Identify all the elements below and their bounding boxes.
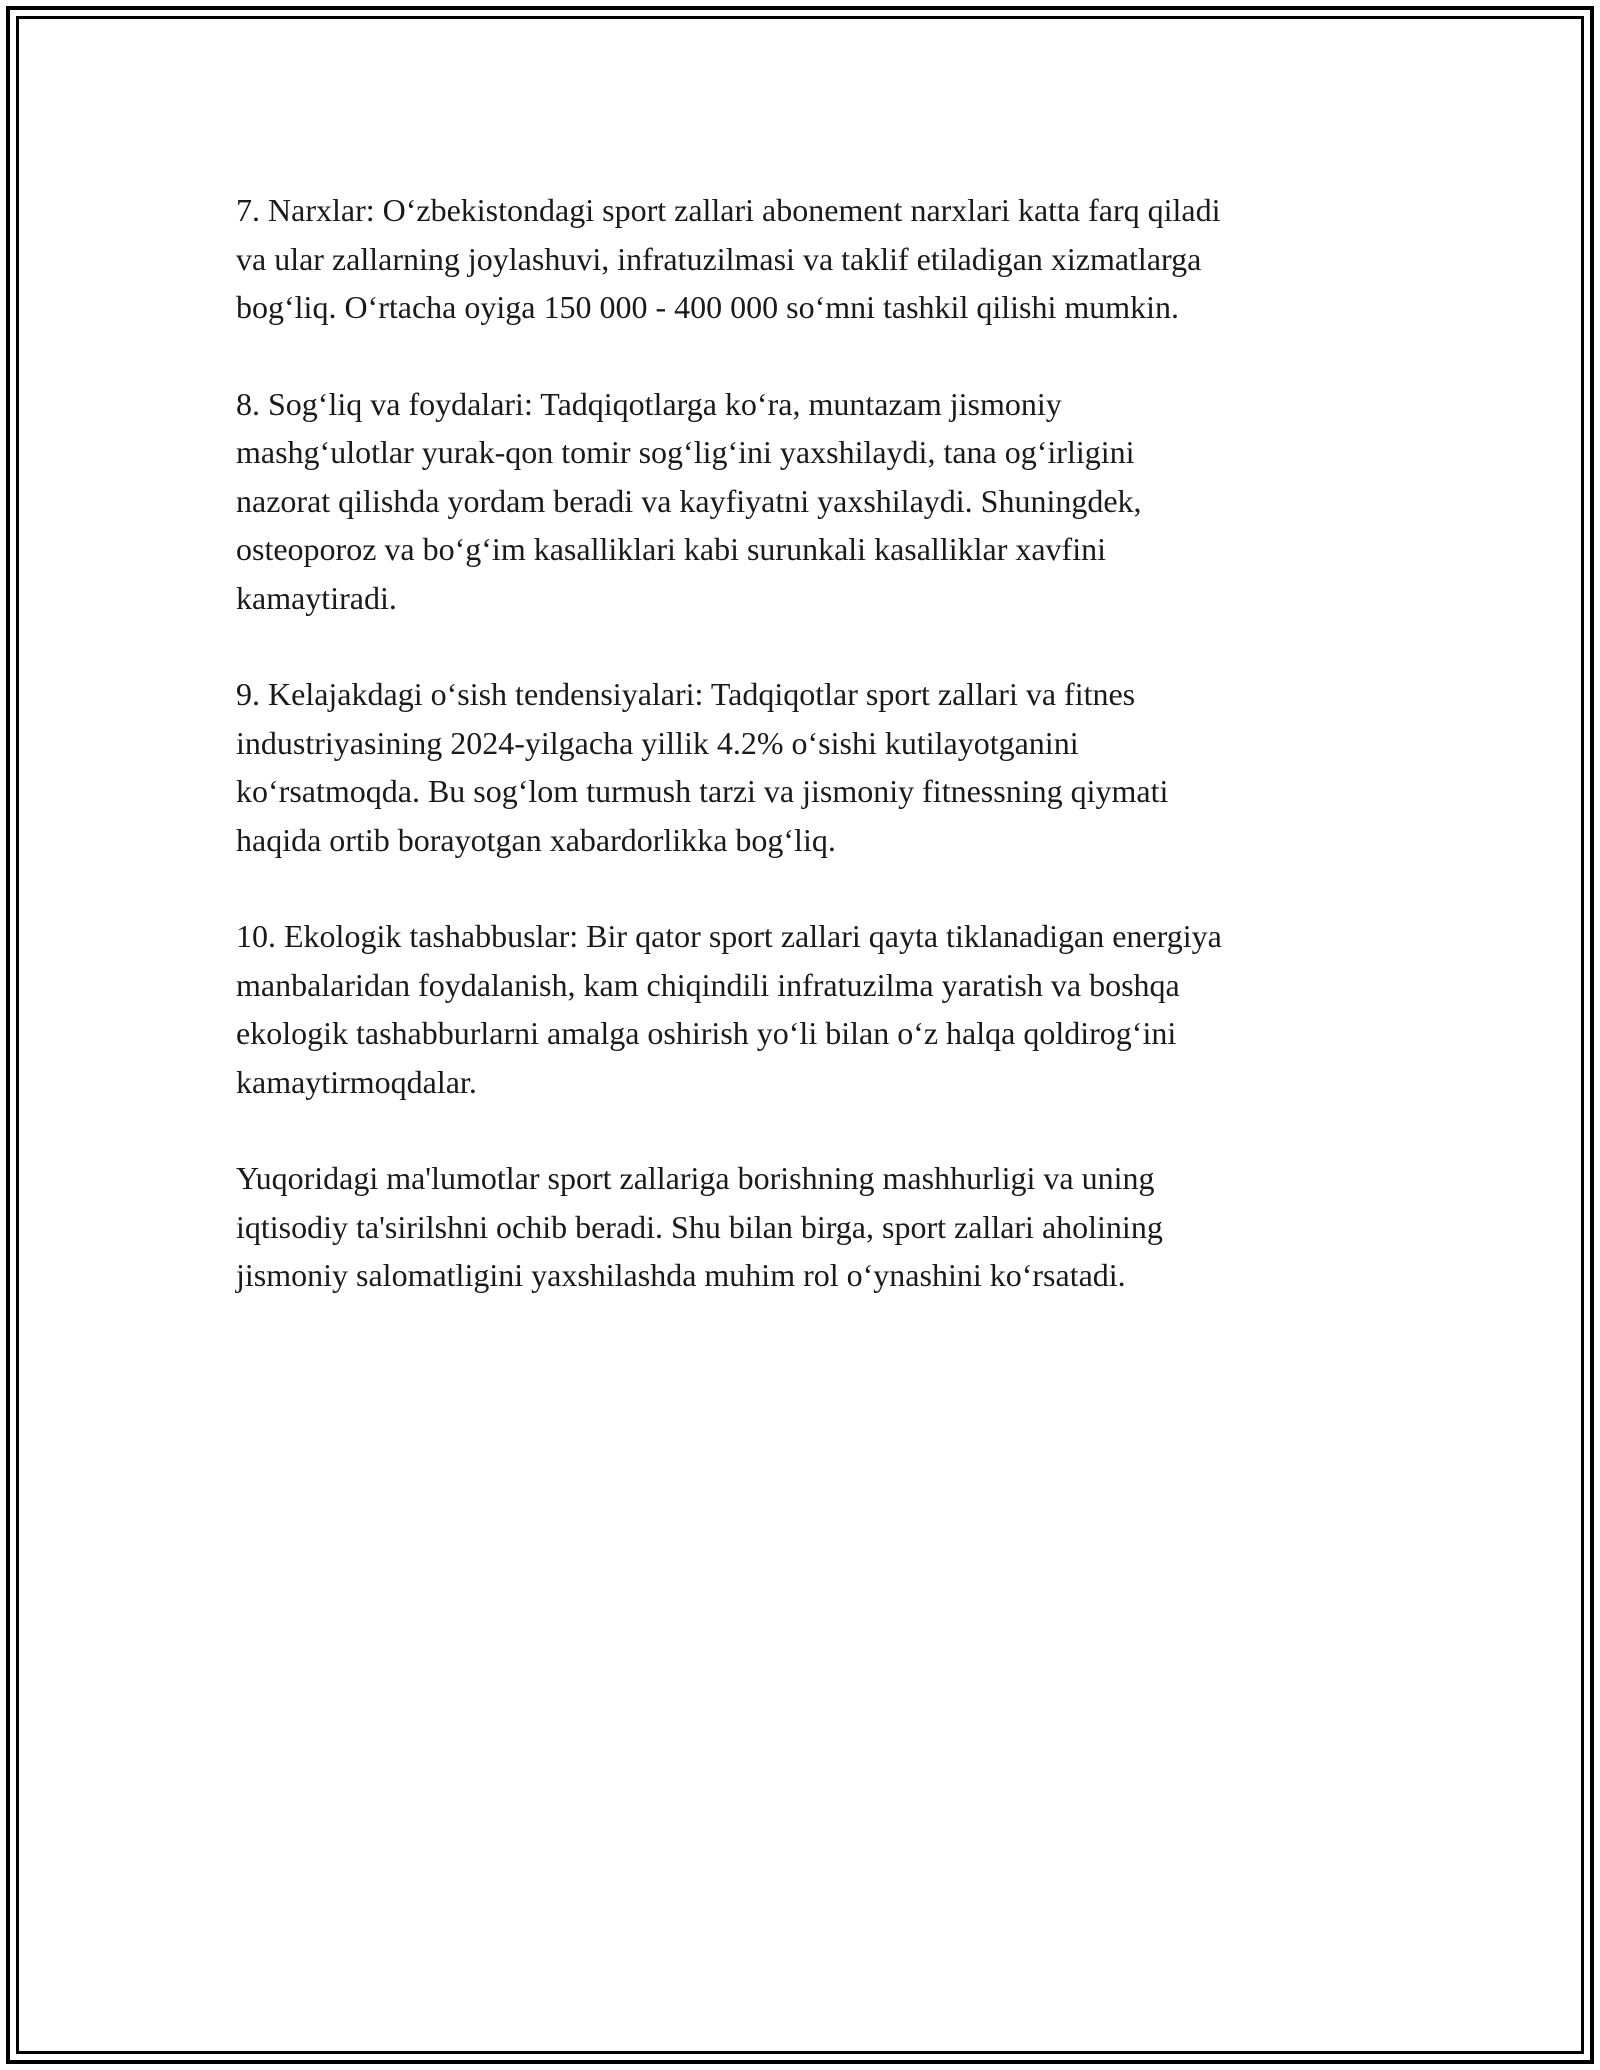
text-line: haqida ortib borayotgan xabardorlikka bog‘liq. (236, 821, 836, 858)
text-line: ekologik tashabburlarni amalga oshirish yo‘li bilan o‘z halqa qoldirog‘ini (236, 1015, 1177, 1051)
paragraph-9-growth-trends (236, 670, 1376, 864)
text-line: 10. Ekologik tashabbuslar: Bir qator sport zallari qayta tiklanadigan energiya (236, 918, 1222, 954)
text-line: va ular zallarning joylashuvi, infratuzilmasi va taklif etiladigan xizmatlarga (236, 240, 1202, 277)
text-line: Yuqoridagi ma'lumotlar sport zallariga borishning mashhurligi va uning (236, 1160, 1155, 1196)
paragraph-8-health-benefits (236, 380, 1376, 623)
text-line: jismoniy salomatligini yaxshilashda muhim rol o‘ynashini ko‘rsatadi. (236, 1257, 1126, 1293)
paragraph-7-prices (236, 186, 1376, 332)
text-line: mashg‘ulotlar yurak-qon tomir sog‘lig‘ini yaxshilaydi, tana og‘irligini (236, 434, 1135, 470)
document-body (236, 186, 1376, 1348)
text-line: 7. Narxlar: O‘zbekistondagi sport zallari abonement narxlari katta farq qiladi (236, 192, 1221, 228)
text-line: 8. Sog‘liq va foydalari: Tadqiqotlarga ko‘ra, muntazam jismoniy (236, 385, 1062, 422)
text-line: manbalaridan foydalanish, kam chiqindili infratuzilma yaratish va boshqa (236, 966, 1180, 1003)
text-line: kamaytiradi. (236, 579, 397, 616)
text-line: bog‘liq. O‘rtacha oyiga 150 000 - 400 000 so‘mni tashkil qilishi mumkin. (236, 289, 1180, 325)
text-line: osteoporoz va bo‘g‘im kasalliklari kabi surunkali kasalliklar xavfini (236, 531, 1106, 567)
paragraph-conclusion (236, 1154, 1376, 1300)
text-line: industriyasining 2024-yilgacha yillik 4.2% o‘sishi kutilayotganini (236, 724, 1079, 761)
text-line: kamaytirmoqdalar. (236, 1063, 477, 1100)
text-line: nazorat qilishda yordam beradi va kayfiyatni yaxshilaydi. Shuningdek, (236, 482, 1142, 519)
text-line: ko‘rsatmoqda. Bu sog‘lom turmush tarzi va jismoniy fitnessning qiymati (236, 773, 1169, 809)
text-line: 9. Kelajakdagi o‘sish tendensiyalari: Tadqiqotlar sport zallari va fitnes (236, 676, 1136, 712)
text-line: iqtisodiy ta'sirilshni ochib beradi. Shu bilan birga, sport zallari aholining (236, 1208, 1163, 1245)
paragraph-10-eco-initiatives (236, 912, 1376, 1106)
